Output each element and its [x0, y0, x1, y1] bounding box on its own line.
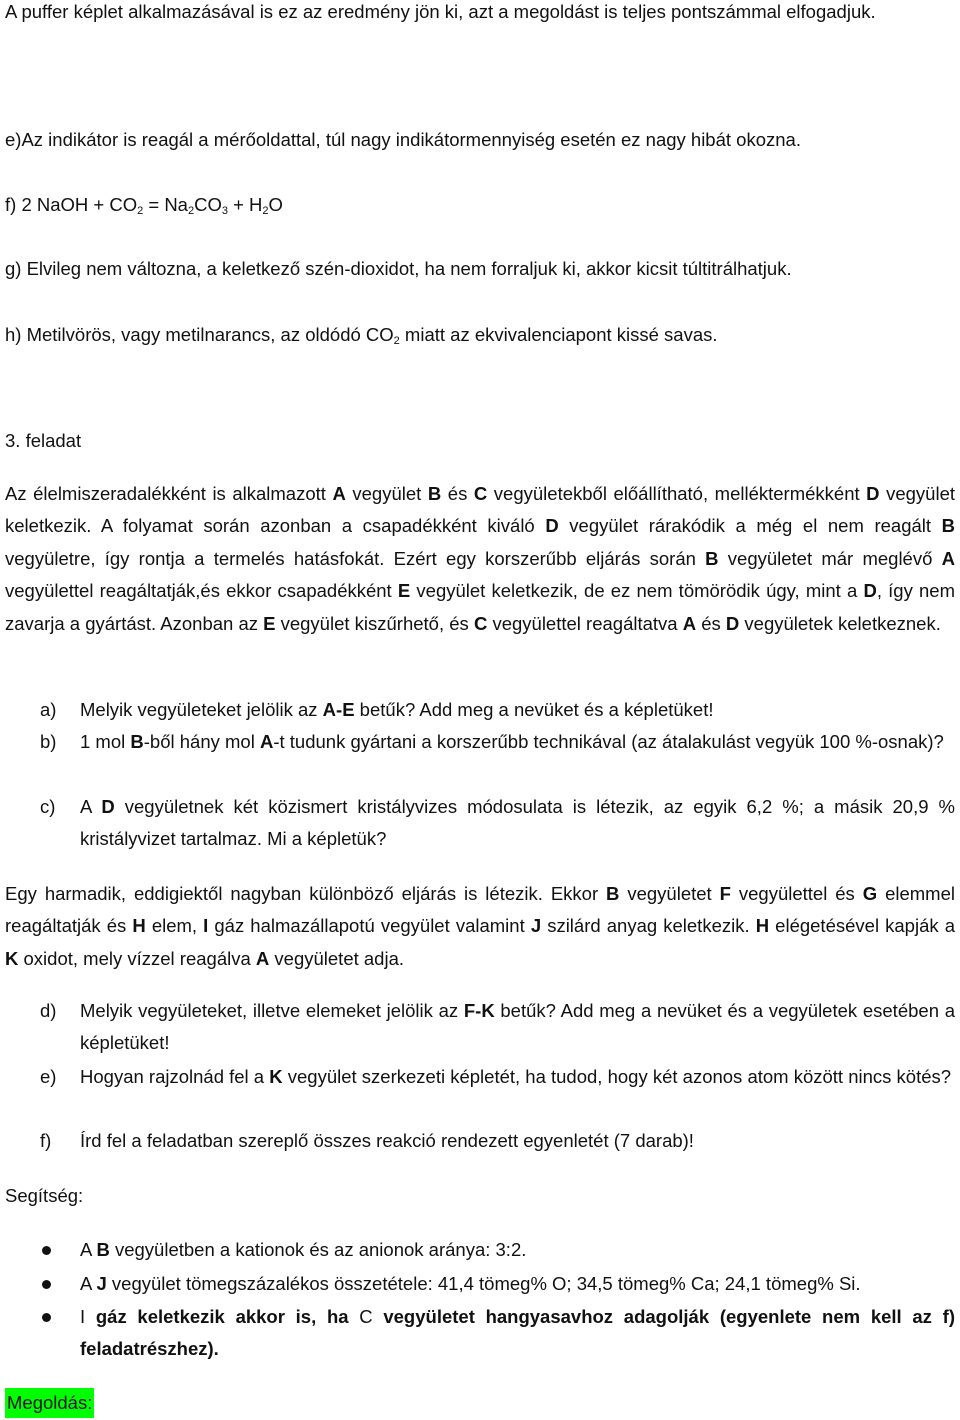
text-segment: -ből hány mol — [143, 731, 260, 752]
answer-h-text: h) Metilvörös, vagy metilnarancs, az oldódó CO — [5, 324, 394, 345]
bold-letter: B — [427, 483, 442, 504]
answer-h-subscript: 2 — [393, 335, 400, 347]
bold-letter: D — [863, 580, 877, 602]
text-segment: betűk? Add meg a nevüket és a képletüket! — [354, 699, 714, 720]
text-segment: vegyületre, így rontja a termelés hatásfokát. Ezért egy korszerűbb eljárás során — [5, 547, 706, 569]
bold-letter: K — [5, 947, 19, 969]
text-segment: vegyületekből előállítható, melléktermékként — [487, 483, 867, 504]
eq-part: = Na — [143, 194, 188, 215]
text-segment: 1 mol — [80, 731, 131, 752]
text-segment: vegyület — [345, 483, 428, 504]
text-segment: I — [80, 1306, 86, 1327]
text-segment: vegyület keletkezik, de ez nem tömörödik úgy, mint a — [410, 580, 864, 602]
eq-part: + H — [227, 194, 263, 215]
question-e — [40, 1061, 955, 1093]
question-d — [40, 995, 955, 1060]
text-segment: gáz halmazállapotú vegyület valamint — [208, 915, 531, 937]
bold-letter: J — [96, 1273, 107, 1294]
eq-subscript: 3 — [221, 205, 228, 217]
text-segment: Írd fel a feladatban szereplő összes reakció rendezett egyenletét (7 darab)! — [80, 1130, 694, 1151]
hint-text — [80, 1301, 955, 1366]
text-segment: elemmel reagáltatják és — [5, 883, 955, 937]
eq-subscript: 2 — [187, 205, 195, 217]
third-process-paragraph — [5, 878, 955, 975]
text-segment: -t tudunk gyártani a korszerűbb technikával (az átalakulást vegyük 100 %-osnak)? — [273, 731, 944, 752]
bold-letter: C — [473, 483, 488, 504]
text-segment: vegyület tömegszázalékos összetétele: 41,4 tömeg% O; 34,5 tömeg% Ca; 24,1 tömeg% Si. — [106, 1273, 861, 1294]
question-b — [40, 726, 955, 758]
task-3-heading: 3. feladat — [5, 430, 82, 451]
text-segment: A — [80, 1273, 97, 1294]
hint-item — [40, 1268, 955, 1300]
hints-list — [0, 1234, 960, 1374]
bullet-icon — [42, 1313, 51, 1322]
hint-text — [80, 1268, 955, 1300]
bold-letter: K — [269, 1066, 283, 1087]
bold-letter: A — [332, 483, 346, 504]
text-segment: vegyület rárakódik a még el nem reagált — [558, 515, 942, 537]
help-label: Segítség: — [5, 1185, 84, 1206]
answer-g: g) Elvileg nem változna, a keletkező szén-dioxidot, ha nem forraljuk ki, akkor kicsit túltitrálhatjuk. — [5, 258, 792, 279]
bold-letter: D — [545, 515, 559, 537]
eq-subscript: 2 — [137, 205, 144, 217]
text-segment: C — [359, 1306, 373, 1327]
bold-letter: A — [255, 947, 270, 969]
question-marker: a) — [40, 699, 57, 720]
bold-letter: D — [101, 796, 115, 817]
bold-letter: A-E — [322, 699, 355, 720]
bold-letter: F-K — [463, 1000, 495, 1021]
bold-letter: J — [530, 915, 542, 937]
question-text — [80, 1125, 955, 1157]
bold-letter: E — [263, 612, 276, 634]
bold-letter: B — [941, 515, 955, 537]
bold-letter: A — [941, 547, 955, 569]
text-segment: A — [80, 1239, 97, 1260]
bold-letter: B — [705, 547, 719, 569]
bullet-icon — [42, 1280, 51, 1289]
question-c — [40, 791, 955, 856]
question-text — [80, 995, 955, 1060]
text-segment: , így nem zavarja a gyártást. Azonban az — [5, 580, 955, 634]
answer-h-text: miatt az ekvivalenciapont kissé savas. — [399, 324, 718, 345]
text-segment: Melyik vegyületeket, illetve elemeket jelölik az — [80, 1000, 464, 1021]
text-segment: vegyület keletkezik. A folyamat során azonban a csapadékként kiváló — [5, 483, 956, 537]
answer-f-equation — [5, 189, 955, 221]
answer-e: e)Az indikátor is reagál a mérőoldattal, túl nagy indikátormennyiség esetén ez nagy hibát okozna. — [5, 129, 801, 150]
bold-letter: I — [203, 915, 209, 937]
bold-letter: A — [682, 612, 697, 634]
bold-letter: F — [719, 883, 731, 904]
text-segment: Egy harmadik, eddigiektől nagyban különböző eljárás is létezik. Ekkor — [5, 883, 607, 904]
text-segment: Melyik vegyületeket jelölik az — [80, 699, 323, 720]
text-segment: vegyülettel reagáltatják,és ekkor csapadékként — [5, 580, 398, 602]
bold-letter: gáz keletkezik akkor is, ha — [85, 1306, 360, 1327]
question-text — [80, 791, 955, 856]
question-marker: e) — [40, 1066, 57, 1087]
text-segment: szilárd anyag keletkezik. — [541, 915, 756, 937]
bold-letter: B — [130, 731, 144, 752]
text-segment: oxidot, mely vízzel reagálva — [18, 947, 256, 969]
solution-label: Megoldás: — [5, 1388, 94, 1418]
eq-part: f) 2 NaOH + CO — [5, 194, 138, 215]
text-segment: és — [696, 612, 726, 634]
bold-letter: B — [606, 883, 620, 904]
bold-letter: H — [132, 915, 146, 937]
text-segment: vegyületek keletkeznek. — [739, 612, 941, 634]
questions-a-c — [0, 694, 960, 864]
text-segment: A — [80, 796, 102, 817]
text-segment: vegyületnek két közismert kristályvizes módosulata is létezik, az egyik 6,2 %; a másik 20,9 % kristályvizet tartalmaz. Mi a képletük? — [80, 796, 955, 850]
text-segment: elégetésével kapják a — [769, 915, 955, 937]
question-marker: b) — [40, 731, 57, 752]
bold-letter: G — [862, 883, 878, 904]
text-segment: vegyület szerkezeti képletét, ha tudod, hogy két azonos atom között nincs kötés? — [282, 1066, 952, 1087]
questions-d-f — [0, 995, 960, 1165]
task-3-intro — [5, 478, 955, 640]
question-text — [80, 694, 955, 726]
hint-item — [40, 1301, 955, 1366]
question-text — [80, 726, 955, 758]
question-text — [80, 1061, 955, 1093]
text-segment: vegyülettel reagáltatva — [487, 612, 683, 634]
text-segment: vegyülettel és — [730, 883, 863, 904]
text-segment: vegyületet már meglévő — [718, 547, 942, 569]
text-segment: vegyület kiszűrhető, és — [275, 612, 474, 634]
eq-subscript: 2 — [262, 205, 269, 217]
text-segment: Hogyan rajzolnád fel a — [80, 1066, 270, 1087]
text-segment: betűk? Add meg a nevüket és a vegyületek esetében a képletüket! — [80, 1000, 955, 1054]
bold-letter: C — [473, 612, 488, 634]
text-segment: Az élelmiszeradalékként is alkalmazott — [5, 483, 333, 504]
eq-part: O — [268, 194, 283, 215]
eq-part: CO — [194, 194, 222, 215]
hint-item — [40, 1234, 955, 1266]
paragraph-buffer-note: A puffer képlet alkalmazásával is ez az eredmény jön ki, azt a megoldást is teljes pontszámmal elfogadjuk. — [5, 1, 876, 22]
question-f — [40, 1125, 955, 1157]
bold-letter: D — [866, 483, 880, 504]
text-segment: elem, — [145, 915, 204, 937]
hint-text — [80, 1234, 955, 1266]
bold-letter: vegyületet hangyasavhoz adagolják (egyenlete nem kell az f) feladatrészhez). — [80, 1306, 955, 1360]
bold-letter: H — [755, 915, 770, 937]
text-segment: vegyületet — [619, 883, 720, 904]
text-segment: vegyületben a kationok és az anionok aránya: 3:2. — [109, 1239, 527, 1260]
bold-letter: D — [725, 612, 740, 634]
question-marker: c) — [40, 796, 56, 817]
question-marker: d) — [40, 1000, 57, 1021]
bold-letter: A — [259, 731, 274, 752]
answer-h — [5, 319, 955, 351]
bold-letter: E — [397, 580, 411, 602]
bullet-icon — [42, 1246, 51, 1255]
bold-letter: B — [96, 1239, 110, 1260]
question-a — [40, 694, 955, 726]
text-segment: vegyületet adja. — [269, 947, 405, 969]
text-segment: és — [441, 483, 474, 504]
question-marker: f) — [40, 1130, 52, 1151]
